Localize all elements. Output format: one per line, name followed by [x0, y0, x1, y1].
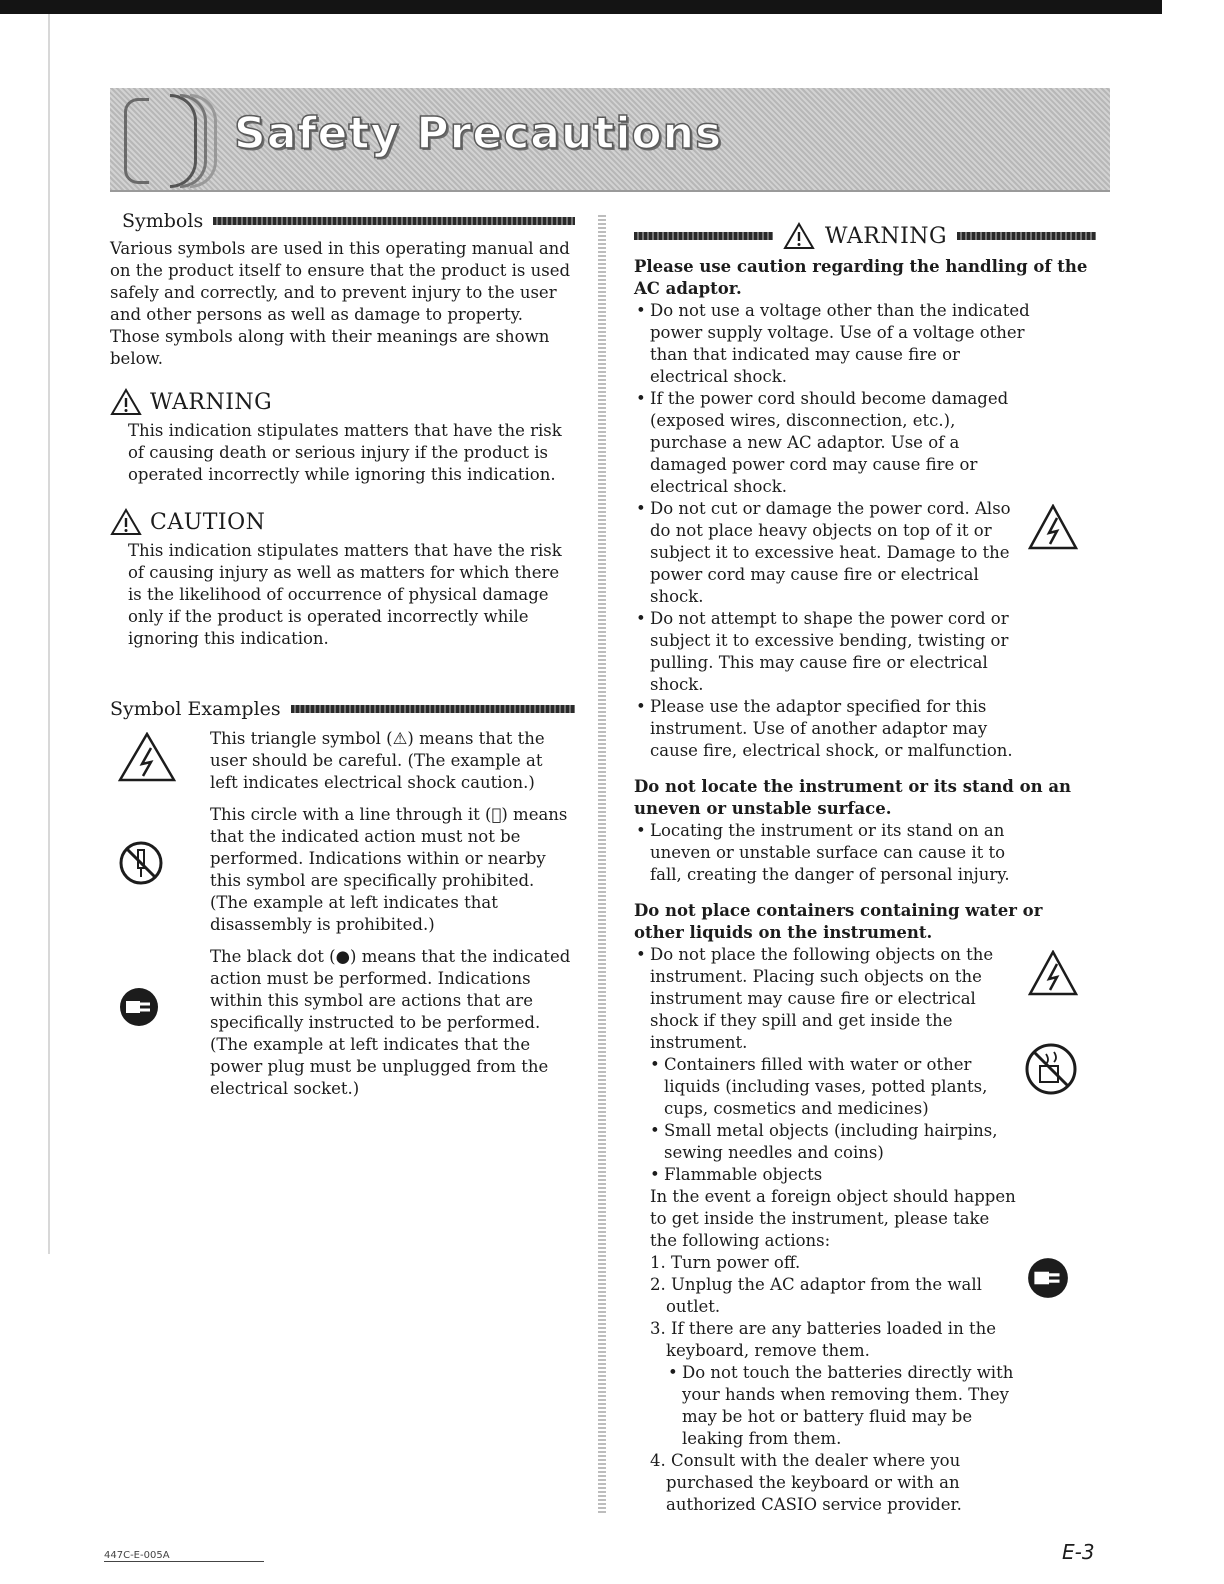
- list-item: • Flammable objects: [648, 1164, 1004, 1186]
- title-banner: [110, 88, 1110, 192]
- caution-label: CAUTION: [150, 509, 266, 535]
- step-item: 2. Unplug the AC adaptor from the wall outlet.: [650, 1275, 982, 1316]
- list-item: • Locating the instrument or its stand on an uneven or unstable surface can cause it to fall, creating the danger of personal injury.: [634, 820, 1024, 886]
- surface-list: [634, 820, 1024, 886]
- column-divider: [598, 215, 606, 1515]
- electric-shock-triangle-icon: [118, 732, 176, 782]
- heading-bar: [634, 232, 773, 240]
- example-triangle: [110, 728, 575, 794]
- examples-heading-row: [110, 698, 575, 720]
- binding-edge: [48, 14, 50, 1254]
- symbols-heading-row: [122, 210, 575, 232]
- top-rule: [0, 0, 1162, 14]
- list-item: • If the power cord should become damaged (exposed wires, disconnection, etc.), purchase a new AC adaptor. Use of a damaged power cord may cause fire or electrical shock.: [634, 388, 1034, 498]
- ac-adaptor-list: [634, 300, 1034, 762]
- symbols-intro: Various symbols are used in this operating manual and on the product itself to ensure that the product is used safely and correctly, and to prevent injury to the user and other persons as well as damage to property. Those symbols along with their meanings are shown below.: [110, 239, 571, 368]
- examples-heading: Symbol Examples: [110, 698, 281, 720]
- left-column: [110, 210, 575, 1100]
- list-item: • Containers filled with water or other liquids (including vases, potted plants, cups, cosmetics and medicines): [648, 1054, 1004, 1120]
- circle-explanation: This circle with a line through it (⃠) means that the indicated action must not be performed. Indications within or nearby this symbol are specifically prohibited. (The example at left indicates that disassembly is prohibited.): [210, 805, 568, 934]
- list-item: • Do not cut or damage the power cord. Also do not place heavy objects on top of it or subject it to excessive heat. Damage to the power cord may cause fire or electrical shock.: [634, 498, 1034, 608]
- list-item: • Do not touch the batteries directly with your hands when removing them. They may be hot or battery fluid may be leaking from them.: [666, 1362, 1016, 1450]
- example-circle: [110, 804, 575, 936]
- list-item: • Do not attempt to shape the power cord or subject it to excessive bending, twisting or pulling. This may cause fire or electrical shock.: [634, 608, 1034, 696]
- action-steps: [650, 1252, 1020, 1362]
- example-dot: [110, 946, 575, 1100]
- action-steps-final: [650, 1450, 1020, 1516]
- electric-shock-triangle-icon: [1028, 504, 1078, 550]
- water-sublist: [634, 1054, 1004, 1186]
- list-item: • Small metal objects (including hairpins, sewing needles and coins): [648, 1120, 1004, 1164]
- surface-heading: Do not locate the instrument or its stand on an uneven or unstable surface.: [634, 777, 1072, 818]
- water-heading: Do not place containers containing water or other liquids on the instrument.: [634, 901, 1043, 942]
- banner-arc-graphic: [190, 94, 217, 188]
- step-item: 4. Consult with the dealer where you purchased the keyboard or with an authorized CASIO service provider.: [650, 1451, 962, 1514]
- warning-triangle-icon: [783, 222, 815, 250]
- list-item: • Do not use a voltage other than the indicated power supply voltage. Use of a voltage other than that indicated may cause fire or electrical shock.: [634, 300, 1034, 388]
- right-column: [634, 222, 1096, 1516]
- right-warning-header: [634, 222, 1096, 250]
- step-item: 3. If there are any batteries loaded in the keyboard, remove them.: [650, 1319, 996, 1360]
- caution-signal: [110, 508, 575, 536]
- no-disassembly-icon: [118, 840, 164, 886]
- heading-bar: [291, 705, 575, 713]
- electric-shock-triangle-icon: [1028, 950, 1078, 996]
- list-item: • Please use the adaptor specified for this instrument. Use of another adaptor may cause fire, electrical shock, or malfunction.: [634, 696, 1034, 762]
- unplug-icon: [118, 986, 160, 1028]
- heading-bar: [213, 217, 575, 225]
- warning-description: This indication stipulates matters that have the risk of causing death or serious injury if the product is operated incorrectly while ignoring this indication.: [128, 421, 562, 484]
- banner-tab-graphic: [124, 98, 149, 184]
- caution-triangle-icon: [110, 508, 142, 536]
- unplug-icon: [1026, 1256, 1070, 1300]
- foreign-object-text: In the event a foreign object should happen to get inside the instrument, please take the following actions:: [650, 1187, 1016, 1250]
- ac-adaptor-heading: Please use caution regarding the handling of the AC adaptor.: [634, 257, 1088, 298]
- warning-triangle-icon: [110, 388, 142, 416]
- warning-label: WARNING: [150, 389, 273, 415]
- step-item: 1. Turn power off.: [650, 1253, 801, 1272]
- page-number: E-3: [1062, 1540, 1095, 1564]
- triangle-explanation: This triangle symbol (⚠) means that the user should be careful. (The example at left indicates electrical shock caution.): [210, 729, 545, 792]
- list-item: • Do not place the following objects on the instrument. Placing such objects on the instrument may cause fire or electrical shock if they spill and get inside the instrument.: [634, 944, 1014, 1054]
- right-warning-label: WARNING: [824, 223, 948, 249]
- battery-note-list: [666, 1362, 1016, 1450]
- water-list: [634, 944, 1014, 1054]
- no-liquids-icon: [1024, 1042, 1078, 1096]
- page-title: Safety Precautions: [234, 108, 723, 159]
- caution-description: This indication stipulates matters that have the risk of causing injury as well as matters for which there is the likelihood of occurrence of physical damage only if the product is operated incorrectly while ignoring this indication.: [128, 541, 562, 648]
- heading-bar: [957, 232, 1096, 240]
- dot-explanation: The black dot (●) means that the indicated action must be performed. Indications within this symbol are actions that are specifically instructed to be performed. (The example at left indicates that the power plug must be unplugged from the electrical socket.): [210, 947, 571, 1098]
- warning-signal: [110, 388, 575, 416]
- symbols-heading: Symbols: [122, 210, 204, 232]
- document-code: 447C-E-005A: [104, 1550, 264, 1562]
